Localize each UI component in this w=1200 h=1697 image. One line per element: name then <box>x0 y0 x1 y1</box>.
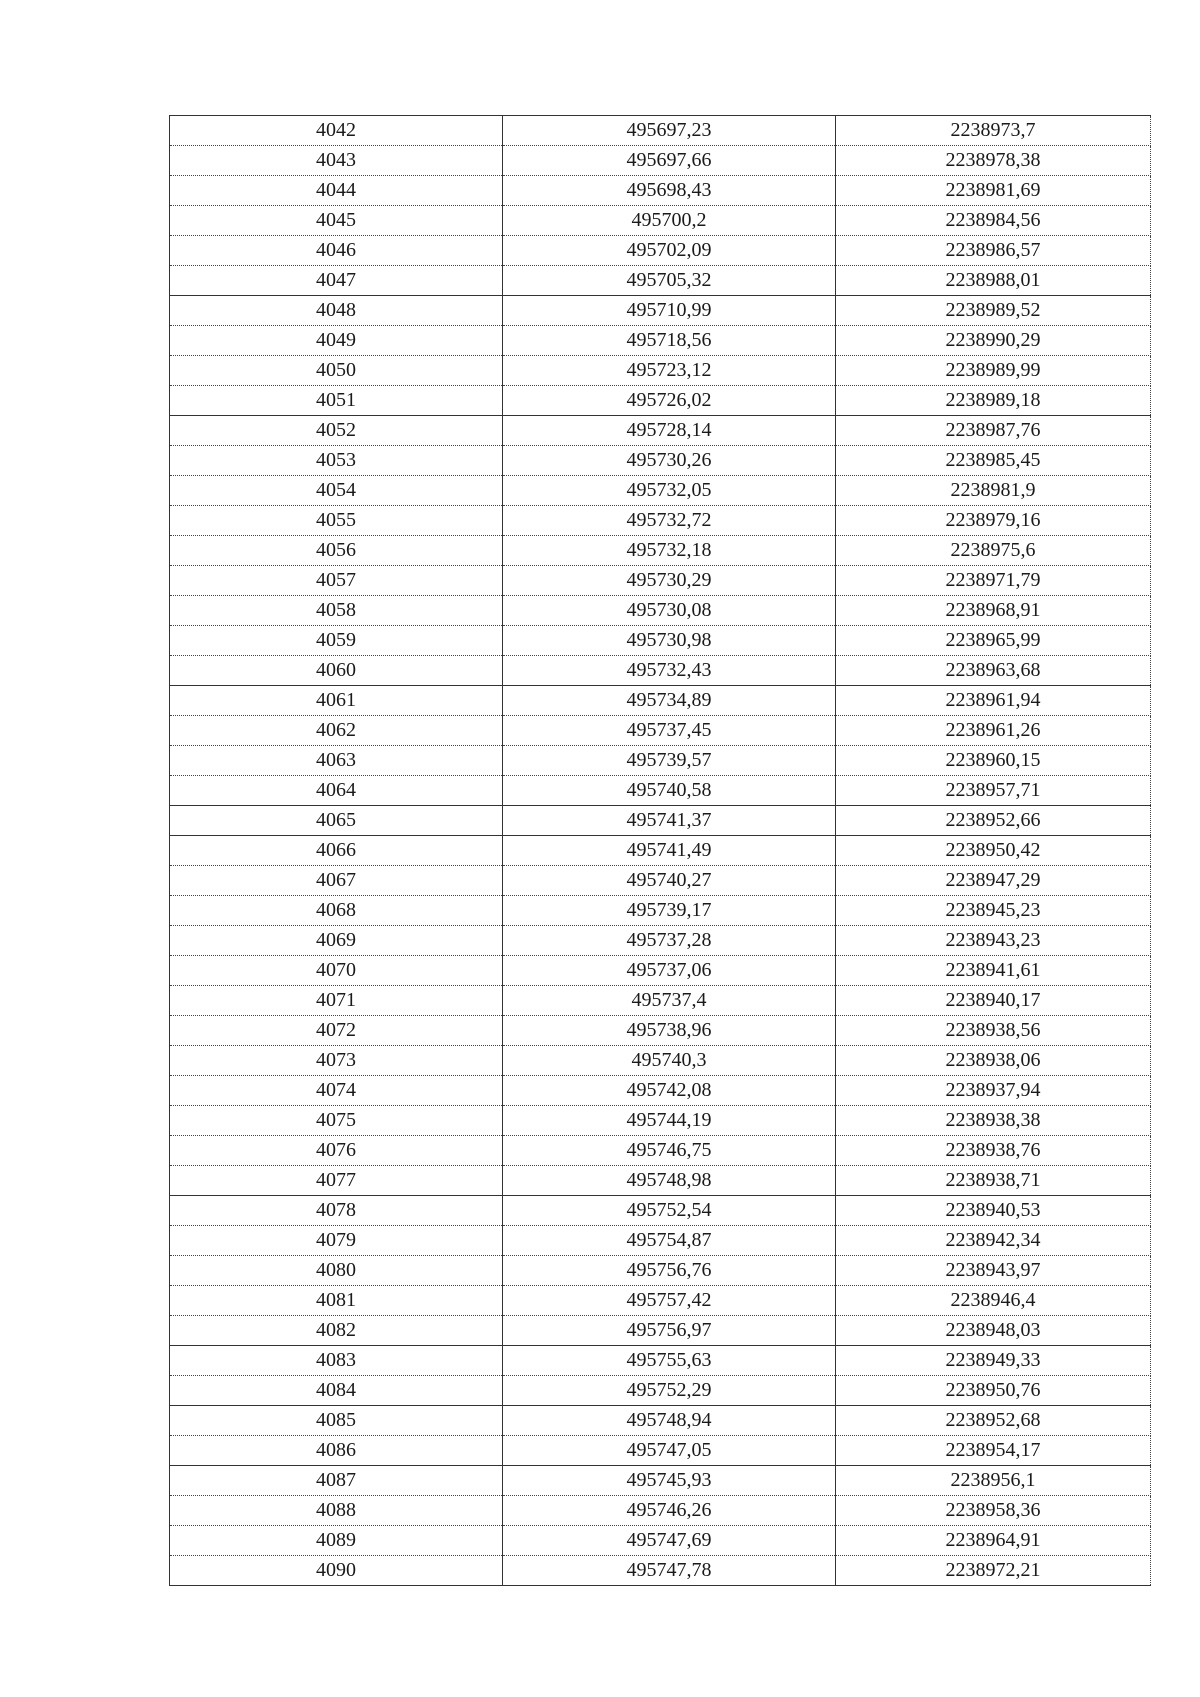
point-number-cell: 4067 <box>170 866 503 896</box>
point-number-cell: 4060 <box>170 656 503 686</box>
point-number-cell: 4081 <box>170 1286 503 1316</box>
table-row <box>170 176 1151 206</box>
y-coordinate-cell: 2238947,29 <box>836 866 1151 896</box>
point-number-cell: 4079 <box>170 1226 503 1256</box>
point-number-cell: 4075 <box>170 1106 503 1136</box>
table-row <box>170 1076 1151 1106</box>
x-coordinate-cell: 495732,72 <box>503 506 836 536</box>
x-coordinate-cell: 495747,05 <box>503 1436 836 1466</box>
y-coordinate-cell: 2238961,94 <box>836 686 1151 716</box>
table-row <box>170 776 1151 806</box>
table-row <box>170 386 1151 416</box>
point-number-cell: 4077 <box>170 1166 503 1196</box>
table-row <box>170 866 1151 896</box>
x-coordinate-cell: 495754,87 <box>503 1226 836 1256</box>
x-coordinate-cell: 495745,93 <box>503 1466 836 1496</box>
x-coordinate-cell: 495730,98 <box>503 626 836 656</box>
point-number-cell: 4055 <box>170 506 503 536</box>
table-row <box>170 146 1151 176</box>
point-number-cell: 4073 <box>170 1046 503 1076</box>
y-coordinate-cell: 2238954,17 <box>836 1436 1151 1466</box>
y-coordinate-cell: 2238972,21 <box>836 1556 1151 1586</box>
y-coordinate-cell: 2238938,38 <box>836 1106 1151 1136</box>
table-row <box>170 1136 1151 1166</box>
point-number-cell: 4059 <box>170 626 503 656</box>
x-coordinate-cell: 495730,08 <box>503 596 836 626</box>
table-row <box>170 1496 1151 1526</box>
x-coordinate-cell: 495737,06 <box>503 956 836 986</box>
y-coordinate-cell: 2238952,68 <box>836 1406 1151 1436</box>
y-coordinate-cell: 2238963,68 <box>836 656 1151 686</box>
y-coordinate-cell: 2238956,1 <box>836 1466 1151 1496</box>
table-row <box>170 956 1151 986</box>
point-number-cell: 4074 <box>170 1076 503 1106</box>
x-coordinate-cell: 495740,27 <box>503 866 836 896</box>
point-number-cell: 4053 <box>170 446 503 476</box>
point-number-cell: 4049 <box>170 326 503 356</box>
table-row <box>170 416 1151 446</box>
coordinates-table <box>169 115 1151 1586</box>
table-row <box>170 266 1151 296</box>
x-coordinate-cell: 495755,63 <box>503 1346 836 1376</box>
point-number-cell: 4084 <box>170 1376 503 1406</box>
y-coordinate-cell: 2238979,16 <box>836 506 1151 536</box>
table-row <box>170 1286 1151 1316</box>
table-row <box>170 596 1151 626</box>
x-coordinate-cell: 495730,29 <box>503 566 836 596</box>
table-row <box>170 716 1151 746</box>
point-number-cell: 4050 <box>170 356 503 386</box>
y-coordinate-cell: 2238945,23 <box>836 896 1151 926</box>
y-coordinate-cell: 2238940,53 <box>836 1196 1151 1226</box>
point-number-cell: 4085 <box>170 1406 503 1436</box>
x-coordinate-cell: 495747,69 <box>503 1526 836 1556</box>
table-row <box>170 1016 1151 1046</box>
point-number-cell: 4061 <box>170 686 503 716</box>
point-number-cell: 4064 <box>170 776 503 806</box>
y-coordinate-cell: 2238986,57 <box>836 236 1151 266</box>
x-coordinate-cell: 495737,45 <box>503 716 836 746</box>
x-coordinate-cell: 495723,12 <box>503 356 836 386</box>
table-row <box>170 236 1151 266</box>
point-number-cell: 4089 <box>170 1526 503 1556</box>
point-number-cell: 4072 <box>170 1016 503 1046</box>
table-row <box>170 926 1151 956</box>
table-row <box>170 1526 1151 1556</box>
y-coordinate-cell: 2238960,15 <box>836 746 1151 776</box>
point-number-cell: 4045 <box>170 206 503 236</box>
table-row <box>170 1106 1151 1136</box>
x-coordinate-cell: 495738,96 <box>503 1016 836 1046</box>
y-coordinate-cell: 2238948,03 <box>836 1316 1151 1346</box>
x-coordinate-cell: 495705,32 <box>503 266 836 296</box>
point-number-cell: 4048 <box>170 296 503 326</box>
x-coordinate-cell: 495726,02 <box>503 386 836 416</box>
table-row <box>170 296 1151 326</box>
point-number-cell: 4082 <box>170 1316 503 1346</box>
x-coordinate-cell: 495740,58 <box>503 776 836 806</box>
y-coordinate-cell: 2238978,38 <box>836 146 1151 176</box>
table-row <box>170 686 1151 716</box>
y-coordinate-cell: 2238989,18 <box>836 386 1151 416</box>
y-coordinate-cell: 2238938,71 <box>836 1166 1151 1196</box>
x-coordinate-cell: 495744,19 <box>503 1106 836 1136</box>
table-row <box>170 506 1151 536</box>
point-number-cell: 4090 <box>170 1556 503 1586</box>
y-coordinate-cell: 2238942,34 <box>836 1226 1151 1256</box>
point-number-cell: 4069 <box>170 926 503 956</box>
x-coordinate-cell: 495746,75 <box>503 1136 836 1166</box>
y-coordinate-cell: 2238981,9 <box>836 476 1151 506</box>
table-row <box>170 1166 1151 1196</box>
y-coordinate-cell: 2238938,56 <box>836 1016 1151 1046</box>
x-coordinate-cell: 495700,2 <box>503 206 836 236</box>
point-number-cell: 4068 <box>170 896 503 926</box>
x-coordinate-cell: 495752,29 <box>503 1376 836 1406</box>
x-coordinate-cell: 495741,37 <box>503 806 836 836</box>
y-coordinate-cell: 2238938,06 <box>836 1046 1151 1076</box>
x-coordinate-cell: 495756,76 <box>503 1256 836 1286</box>
coordinates-table-body <box>170 116 1151 1586</box>
table-row <box>170 356 1151 386</box>
point-number-cell: 4071 <box>170 986 503 1016</box>
table-row <box>170 1226 1151 1256</box>
point-number-cell: 4086 <box>170 1436 503 1466</box>
table-row <box>170 326 1151 356</box>
point-number-cell: 4078 <box>170 1196 503 1226</box>
point-number-cell: 4058 <box>170 596 503 626</box>
y-coordinate-cell: 2238938,76 <box>836 1136 1151 1166</box>
x-coordinate-cell: 495737,28 <box>503 926 836 956</box>
table-row <box>170 806 1151 836</box>
table-row <box>170 536 1151 566</box>
x-coordinate-cell: 495739,57 <box>503 746 836 776</box>
y-coordinate-cell: 2238968,91 <box>836 596 1151 626</box>
x-coordinate-cell: 495746,26 <box>503 1496 836 1526</box>
table-row <box>170 1466 1151 1496</box>
y-coordinate-cell: 2238987,76 <box>836 416 1151 446</box>
table-row <box>170 986 1151 1016</box>
table-row <box>170 656 1151 686</box>
y-coordinate-cell: 2238989,99 <box>836 356 1151 386</box>
point-number-cell: 4043 <box>170 146 503 176</box>
point-number-cell: 4088 <box>170 1496 503 1526</box>
x-coordinate-cell: 495697,66 <box>503 146 836 176</box>
x-coordinate-cell: 495748,98 <box>503 1166 836 1196</box>
point-number-cell: 4052 <box>170 416 503 446</box>
x-coordinate-cell: 495732,05 <box>503 476 836 506</box>
x-coordinate-cell: 495710,99 <box>503 296 836 326</box>
y-coordinate-cell: 2238981,69 <box>836 176 1151 206</box>
x-coordinate-cell: 495718,56 <box>503 326 836 356</box>
y-coordinate-cell: 2238957,71 <box>836 776 1151 806</box>
point-number-cell: 4046 <box>170 236 503 266</box>
y-coordinate-cell: 2238940,17 <box>836 986 1151 1016</box>
table-row <box>170 896 1151 926</box>
y-coordinate-cell: 2238937,94 <box>836 1076 1151 1106</box>
table-row <box>170 626 1151 656</box>
table-row <box>170 1196 1151 1226</box>
y-coordinate-cell: 2238965,99 <box>836 626 1151 656</box>
y-coordinate-cell: 2238943,97 <box>836 1256 1151 1286</box>
x-coordinate-cell: 495741,49 <box>503 836 836 866</box>
table-row <box>170 1556 1151 1586</box>
x-coordinate-cell: 495737,4 <box>503 986 836 1016</box>
y-coordinate-cell: 2238950,42 <box>836 836 1151 866</box>
x-coordinate-cell: 495752,54 <box>503 1196 836 1226</box>
table-row <box>170 206 1151 236</box>
table-row <box>170 836 1151 866</box>
point-number-cell: 4076 <box>170 1136 503 1166</box>
y-coordinate-cell: 2238990,29 <box>836 326 1151 356</box>
y-coordinate-cell: 2238961,26 <box>836 716 1151 746</box>
point-number-cell: 4044 <box>170 176 503 206</box>
table-row <box>170 1436 1151 1466</box>
point-number-cell: 4066 <box>170 836 503 866</box>
point-number-cell: 4057 <box>170 566 503 596</box>
y-coordinate-cell: 2238941,61 <box>836 956 1151 986</box>
point-number-cell: 4063 <box>170 746 503 776</box>
table-row <box>170 1346 1151 1376</box>
x-coordinate-cell: 495698,43 <box>503 176 836 206</box>
point-number-cell: 4062 <box>170 716 503 746</box>
y-coordinate-cell: 2238989,52 <box>836 296 1151 326</box>
point-number-cell: 4047 <box>170 266 503 296</box>
table-row <box>170 1406 1151 1436</box>
point-number-cell: 4042 <box>170 116 503 146</box>
x-coordinate-cell: 495697,23 <box>503 116 836 146</box>
y-coordinate-cell: 2238943,23 <box>836 926 1151 956</box>
x-coordinate-cell: 495728,14 <box>503 416 836 446</box>
point-number-cell: 4065 <box>170 806 503 836</box>
y-coordinate-cell: 2238946,4 <box>836 1286 1151 1316</box>
table-row <box>170 1256 1151 1286</box>
x-coordinate-cell: 495730,26 <box>503 446 836 476</box>
x-coordinate-cell: 495734,89 <box>503 686 836 716</box>
point-number-cell: 4054 <box>170 476 503 506</box>
x-coordinate-cell: 495740,3 <box>503 1046 836 1076</box>
table-row <box>170 116 1151 146</box>
y-coordinate-cell: 2238971,79 <box>836 566 1151 596</box>
x-coordinate-cell: 495732,18 <box>503 536 836 566</box>
y-coordinate-cell: 2238949,33 <box>836 1346 1151 1376</box>
x-coordinate-cell: 495732,43 <box>503 656 836 686</box>
y-coordinate-cell: 2238958,36 <box>836 1496 1151 1526</box>
table-row <box>170 1046 1151 1076</box>
x-coordinate-cell: 495756,97 <box>503 1316 836 1346</box>
x-coordinate-cell: 495757,42 <box>503 1286 836 1316</box>
table-row <box>170 1316 1151 1346</box>
point-number-cell: 4070 <box>170 956 503 986</box>
point-number-cell: 4056 <box>170 536 503 566</box>
y-coordinate-cell: 2238988,01 <box>836 266 1151 296</box>
table-row <box>170 566 1151 596</box>
y-coordinate-cell: 2238952,66 <box>836 806 1151 836</box>
y-coordinate-cell: 2238964,91 <box>836 1526 1151 1556</box>
table-row <box>170 746 1151 776</box>
y-coordinate-cell: 2238975,6 <box>836 536 1151 566</box>
x-coordinate-cell: 495747,78 <box>503 1556 836 1586</box>
x-coordinate-cell: 495702,09 <box>503 236 836 266</box>
table-row <box>170 1376 1151 1406</box>
point-number-cell: 4083 <box>170 1346 503 1376</box>
y-coordinate-cell: 2238950,76 <box>836 1376 1151 1406</box>
x-coordinate-cell: 495739,17 <box>503 896 836 926</box>
point-number-cell: 4080 <box>170 1256 503 1286</box>
y-coordinate-cell: 2238973,7 <box>836 116 1151 146</box>
table-row <box>170 446 1151 476</box>
point-number-cell: 4051 <box>170 386 503 416</box>
table-row <box>170 476 1151 506</box>
point-number-cell: 4087 <box>170 1466 503 1496</box>
y-coordinate-cell: 2238985,45 <box>836 446 1151 476</box>
x-coordinate-cell: 495742,08 <box>503 1076 836 1106</box>
y-coordinate-cell: 2238984,56 <box>836 206 1151 236</box>
x-coordinate-cell: 495748,94 <box>503 1406 836 1436</box>
